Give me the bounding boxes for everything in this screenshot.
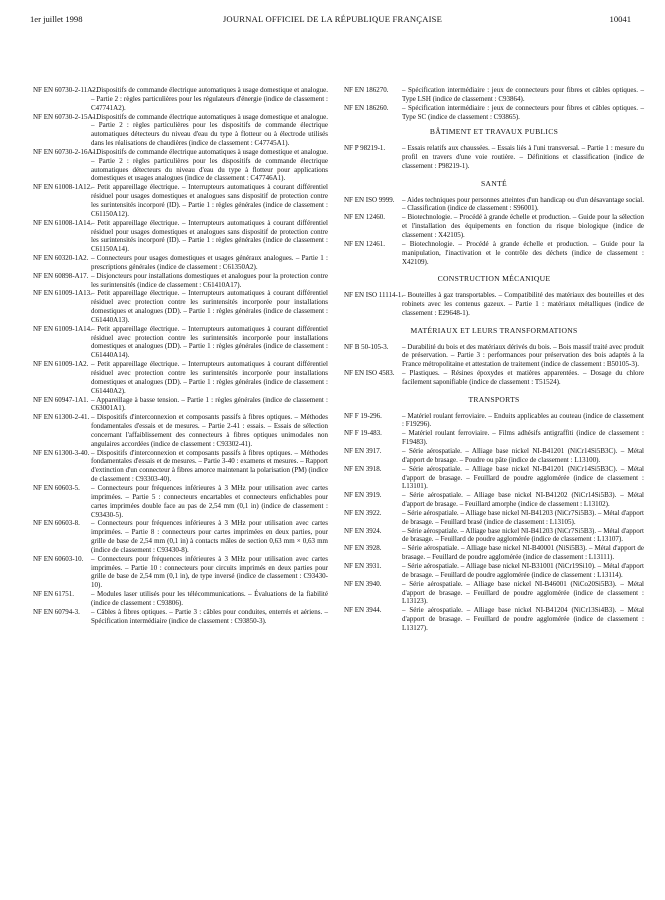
standard-description: – Série aérospatiale. – Alliage base nickel NI-B40001 (NiSi5B3). – Métal d'apport de brasage. – Feuillard de poudre agglomérée (indice de classement : L13111). <box>402 544 644 562</box>
standard-code: NF EN 61009-1A13. <box>33 289 92 298</box>
standard-code: NF EN ISO 4583. <box>344 369 395 378</box>
standard-description: – Dispositifs de commande électrique automatiques à usage domestique et analogue. – Partie 2 : règles particulières pour les dispositifs de commande électrique automatiques détecteurs du niveau d'eau du type à flotteur pour applications domestiques et usages analogues (indice de classement : C47746A1). <box>91 147 328 183</box>
standard-description: – Spécification intermédiaire : jeux de connecteurs pour fibres et câbles optiques. – Type LSH (indice de classement : C93864). <box>402 86 644 103</box>
standard-code: NF B 50-105-3. <box>344 342 389 351</box>
standard-entry <box>33 325 328 360</box>
page-header <box>30 14 635 28</box>
standard-code: NF EN 61008-1A14. <box>33 218 92 227</box>
page-number: 10041 <box>609 14 631 24</box>
standard-code: NF EN 3928. <box>344 544 382 553</box>
standard-description: – Biotechnologie. – Procédé à grande échelle et production. – Guide pour la manipulation, l'inactivation et le contrôle des déchets (indice de classement : X42109). <box>402 239 644 266</box>
standard-code: NF EN 60730-2-15A1. <box>33 112 98 121</box>
standard-description: – Appareillage à basse tension. – Partie 1 : règles générales (indice de classement : C63001A1). <box>91 395 328 413</box>
standard-description: – Bouteilles à gaz transportables. – Compatibilité des matériaux des bouteilles et des robinets avec les contenus gazeux. – Partie 1 : matériaux métalliques (indice de classement : E29648-1). <box>402 291 644 317</box>
standard-description: – Dispositifs d'interconnexion et composants passifs à fibres optiques. – Méthodes fondamentales d'essais et de mesures. – Partie 3-40 : examens et mesures. – Rapport d'extinction d'un connecteur à fibres amorce maintenant la polarisation (PM) (indice de classement : C93303-40). <box>91 448 328 484</box>
standard-entry <box>344 291 644 318</box>
left-column <box>33 86 328 625</box>
standard-entry <box>33 555 328 590</box>
standard-description: – Connecteurs pour fréquences inférieures à 3 MHz pour utilisation avec cartes imprimées. – Partie 10 : connecteurs pour circuits imprimés en deux parties pour grille de base de 2,54 mm (0,1 in), de type inversé (indice de classement : C93430-10). <box>91 554 328 590</box>
standard-description: – Essais relatifs aux chaussées. – Essais liés à l'uni transversal. – Partie 1 : mesure du profil en travers d'une voie routière. – Définitions et classification (indice de classement : P98219-1). <box>402 144 644 170</box>
standard-code: NF EN 3918. <box>344 464 382 473</box>
standard-description: – Durabilité du bois et des matériaux dérivés du bois. – Bois massif traité avec produit de préservation. – Partie 3 : performances pour préservation des bois adaptés à la France métropolitaine et attestation de traitement (indice de classement : B50105-3). <box>402 342 644 369</box>
standard-description: – Connecteurs pour fréquences inférieures à 3 MHz pour utilisation avec cartes imprimées. – Partie 8 : connecteurs pour cartes imprimées en deux parties, pour grille de base de 2,54 mm (0,1 in) à contacts mâles de section 0,63 mm × 0,63 mm (indice de classement : C93430-8). <box>91 519 328 554</box>
standard-code: NF EN 60794-3. <box>33 607 80 616</box>
standard-entry <box>33 289 328 324</box>
standard-description: – Série aérospatiale. – Alliage base nickel NI-B46001 (NiCo20Si5B3). – Métal d'apport de brasage. – Feuillard de poudre agglomérée (indice de classement : L13123). <box>402 579 644 606</box>
standard-entry <box>33 608 328 626</box>
standard-description: – Petit appareillage électrique. – Interrupteurs automatiques à courant différentiel résiduel avec protection contre les surintensités incorporée pour installations domestiques et analogues (DD). – Partie 1 : règles générales (indice de classement : C61440A2). <box>91 360 328 395</box>
standard-entry <box>33 254 328 272</box>
standard-entry <box>344 491 644 509</box>
standard-code: NF EN 3944. <box>344 606 382 615</box>
standard-entry <box>344 509 644 527</box>
standard-entry <box>344 527 644 545</box>
right-column <box>344 86 644 633</box>
standard-code: NF EN 61751. <box>33 590 75 599</box>
standard-description: – Biotechnologie. – Procédé à grande échelle et production. – Guide pour la sélection et l'installation des équipements en fonction du risque biologique (indice de classement : X42105). <box>402 213 644 239</box>
standard-description: – Série aérospatiale. – Alliage base nickel NI-B41202 (NiCr14Si5B3). – Métal d'apport de brasage. – Feuillard amorphe (indice de classement : L13102). <box>402 491 644 509</box>
standard-description: – Dispositifs de commande électrique automatiques à usage domestique et analogue. – Partie 2 : règles particulières pour les dispositifs de commande électrique automatiques détecteurs du niveau d'eau du type à flotteur ou à électrode utilisés dans les réalisations de chaudières (indice de classement : C47745A1). <box>91 112 328 148</box>
standard-code: NF F 19-296. <box>344 411 382 420</box>
standard-entry <box>344 544 644 562</box>
standard-code: NF F 19-483. <box>344 429 382 438</box>
standard-description: – Dispositifs de commande électrique automatiques à usage domestique et analogue. – Partie 2 : règles particulières pour les régulateurs d'énergie (indice de classement : C47741A2). <box>91 86 328 112</box>
standard-description: – Dispositifs d'interconnexion et composants passifs à fibres optiques. – Méthodes fondamentales d'essais et de mesures. – Partie 2-41 : essais. – Essais de sélection concernant l'affaiblissement des connecteurs à fibres optiques unimodales non angulaires accordées (indice de classement : C93302-41). <box>91 413 328 448</box>
standard-entry <box>33 113 328 148</box>
standard-description: – Série aérospatiale. – Alliage base nickel NI-B41203 (NiCr7Si5B3). – Métal d'apport de brasage. – Feuillard brasé (indice de classement : L13105). <box>402 508 644 526</box>
standard-code: NF EN 186270. <box>344 86 389 94</box>
standard-entry <box>344 412 644 430</box>
standard-entry <box>33 219 328 254</box>
standard-entry <box>344 465 644 492</box>
standard-description: – Série aérospatiale. – Alliage base nickel NI-B31001 (NiCr19Si10). – Métal d'apport de brasage. – Feuillard de poudre agglomérée (indice de classement : L13114). <box>402 561 644 579</box>
standard-entry <box>33 396 328 414</box>
standard-description: – Série aérospatiale. – Alliage base nickel NI-B41201 (NiCr14Si5B3C). – Métal d'apport de brasage. – Poudre ou pâte (indice de classement : L13100). <box>402 447 644 464</box>
section-heading: BÂTIMENT ET TRAVAUX PUBLICS <box>429 127 559 137</box>
standard-description: – Plastiques. – Résines époxydes et matières apparentées. – Dosage du chlore facilement saponifiable (indice de classement : T51524). <box>402 369 644 386</box>
standard-code: NF P 98219-1. <box>344 144 386 153</box>
standard-description: – Connecteurs pour usages domestiques et usages généraux analogues. – Partie 1 : prescriptions générales (indice de classement : C61350A2). <box>91 254 328 271</box>
standard-description: – Série aérospatiale. – Alliage base nickel NI-B41203 (NiCr7Si5B3). – Métal d'apport de brasage. – Feuillard de poudre agglomérée (indice de classement : L13107). <box>402 526 644 544</box>
standard-code: NF EN 12460. <box>344 213 386 222</box>
standard-entry <box>344 213 644 240</box>
standard-description: – Petit appareillage électrique. – Interrupteurs automatiques à courant différentiel résiduel avec protection contre les surintensités incorporée pour installations domestiques et analogues (DD). – Partie 1 : règles générales (indice de classement : C61440A13). <box>91 289 328 324</box>
standard-entry <box>33 148 328 183</box>
standard-code: NF EN 60603-5. <box>33 483 80 492</box>
standard-entry <box>344 562 644 580</box>
standard-entry <box>33 272 328 290</box>
standard-entry <box>33 590 328 608</box>
standard-entry <box>33 360 328 395</box>
section-heading: CONSTRUCTION MÉCANIQUE <box>437 274 551 284</box>
standard-description: – Aides techniques pour personnes atteintes d'un handicap ou d'un désavantage social. – Classification (indice de classement : S96001). <box>402 195 644 213</box>
journal-title: JOURNAL OFFICIEL DE LA RÉPUBLIQUE FRANÇAISE <box>222 14 443 24</box>
standard-description: – Spécification intermédiaire : jeux de connecteurs pour fibres et câbles optiques. – Type SC (indice de classement : C93865). <box>402 103 644 121</box>
issue-date: 1er juillet 1998 <box>30 14 83 24</box>
standard-code: NF EN 3931. <box>344 561 382 570</box>
standard-entry <box>344 580 644 607</box>
standard-code: NF EN 3924. <box>344 526 382 535</box>
standard-description: – Disjoncteurs pour installations domestiques et analogues pour la protection contre les surintensités (indice de classement : C61410A17). <box>91 271 328 289</box>
standard-entry <box>33 484 328 519</box>
standard-code: NF EN 3917. <box>344 447 382 455</box>
standard-code: NF EN 60320-1A2. <box>33 254 89 263</box>
standard-code: NF EN 60730-2-11A2. <box>33 86 98 94</box>
standard-entry <box>344 104 644 122</box>
standard-entry <box>344 196 644 214</box>
standard-description: – Série aérospatiale. – Alliage base nickel NI-B41204 (NiCr13Si4B3). – Métal d'apport de brasage. – Feuillard de poudre agglomérée (indice de classement : L13127). <box>402 606 644 632</box>
section-heading: SANTÉ <box>481 178 507 188</box>
standard-entry <box>33 413 328 448</box>
standard-code: NF EN 186260. <box>344 103 389 112</box>
standard-entry <box>344 86 644 104</box>
standard-entry <box>344 343 644 370</box>
standard-code: NF EN 61009-1A2. <box>33 360 89 369</box>
standard-entry <box>33 519 328 554</box>
standard-entry <box>33 183 328 218</box>
standard-description: – Petit appareillage électrique. – Interrupteurs automatiques à courant différentiel résiduel pour usages domestiques et analogues sans dispositif de protection contre les surintensités incorporé (ID). – Partie 1 : règles générales (indice de classement : C61150A14). <box>91 218 328 254</box>
standard-description: – Matériel roulant ferroviaire. – Enduits applicables au couteau (indice de classement : F19296). <box>402 411 644 429</box>
standard-entry <box>344 606 644 633</box>
standard-code: NF EN ISO 11114-1. <box>344 291 404 300</box>
standard-code: NF EN ISO 9999. <box>344 195 395 204</box>
section-heading: TRANSPORTS <box>468 394 520 404</box>
standard-description: – Modules laser utilisés pour les télécommunications. – Évaluations de la fiabilité (indice de classement : C93806). <box>91 590 328 607</box>
standard-code: NF EN 61300-3-40. <box>33 448 90 457</box>
standard-description: – Matériel roulant ferroviaire. – Films adhésifs antigraffiti (indice de classement : F19483). <box>402 429 644 447</box>
standard-code: NF EN 3919. <box>344 491 382 500</box>
standard-description: – Série aérospatiale. – Alliage base nickel NI-B41201 (NiCr14Si5B3C). – Métal d'apport de brasage. – Feuillard de poudre agglomérée (indice de classement : L13101). <box>402 464 644 491</box>
standard-entry <box>33 86 328 113</box>
standard-code: NF EN 61300-2-41. <box>33 413 90 422</box>
standard-code: NF EN 12461. <box>344 239 386 248</box>
standard-code: NF EN 61009-1A14. <box>33 324 92 333</box>
section-heading: MATÉRIAUX ET LEURS TRANSFORMATIONS <box>410 325 578 335</box>
standard-code: NF EN 60603-10. <box>33 554 84 563</box>
standard-code: NF EN 60947-1A1. <box>33 395 89 404</box>
standard-entry <box>33 449 328 484</box>
standard-description: – Petit appareillage électrique. – Interrupteurs automatiques à courant différentiel résiduel pour usages domestiques et analogues sans dispositif de protection contre les surintensités incorporé (ID). – Partie 1 : règles générales (indice de classement : C61150A12). <box>91 183 328 218</box>
standard-entry <box>344 429 644 447</box>
standard-entry <box>344 369 644 387</box>
standard-entry <box>344 240 644 267</box>
standard-code: NF EN 60603-8. <box>33 519 80 528</box>
standard-description: – Petit appareillage électrique. – Interrupteurs automatiques à courant différentiel résiduel avec protection contre les surintensités incorporée pour installations domestiques et analogues (DD). – Partie 1 : règles générales (indice de classement : C61440A14). <box>91 324 328 360</box>
standard-code: NF EN 60898-A17. <box>33 271 89 280</box>
standard-code: NF EN 60730-2-16A1. <box>33 147 98 156</box>
standard-entry <box>344 144 644 171</box>
standard-code: NF EN 61008-1A12. <box>33 183 92 192</box>
standard-code: NF EN 3940. <box>344 579 382 588</box>
standard-description: – Connecteurs pour fréquences inférieures à 3 MHz pour utilisation avec cartes imprimées. – Partie 5 : connecteurs encartables et connecteurs enfichables pour cartes imprimées double face au pas de 2,54 mm (0,1 in) (indice de classement : C93430-5). <box>91 483 328 519</box>
standard-entry <box>344 447 644 465</box>
standard-code: NF EN 3922. <box>344 508 382 517</box>
standard-description: – Câbles à fibres optiques. – Partie 3 : câbles pour conduites, enterrés et aériens. – Spécification intermédiaire (indice de classement : C93850-3). <box>91 607 328 625</box>
